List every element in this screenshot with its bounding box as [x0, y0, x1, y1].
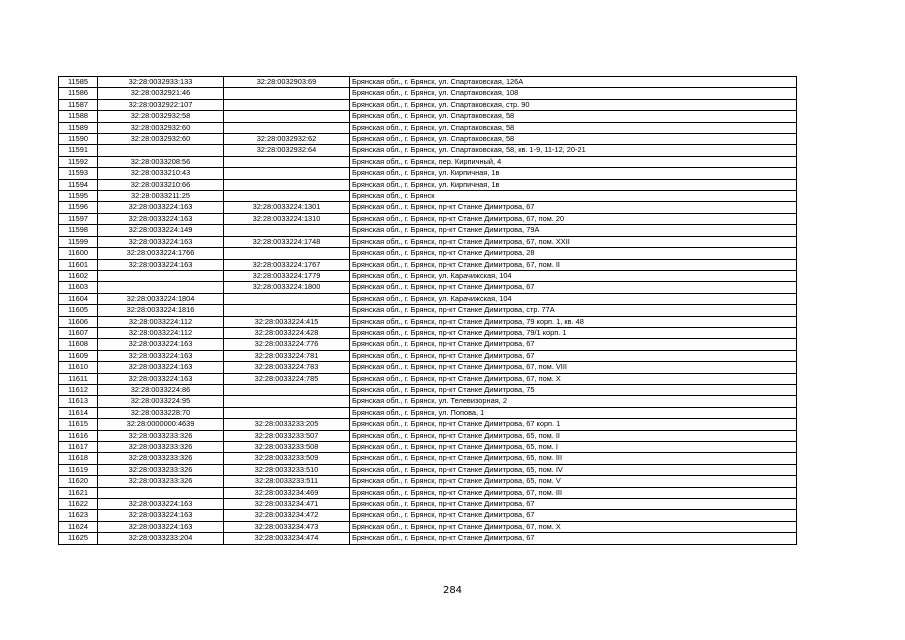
table-row [59, 122, 797, 133]
table-row [59, 213, 797, 224]
address-cell: Брянская обл., г. Брянск, пр-кт Станке Димитрова, 65, пом. I [350, 442, 797, 453]
related-cadastral-number-cell: 32:28:0033224:785 [224, 373, 350, 384]
address-cell: Брянская обл., г. Брянск, пр-кт Станке Димитрова, 67, пом. III [350, 487, 797, 498]
row-number-cell: 11622 [59, 499, 98, 510]
related-cadastral-number-cell: 32:28:0033234:473 [224, 521, 350, 532]
row-number-cell: 11590 [59, 134, 98, 145]
table-row [59, 407, 797, 418]
address-cell: Брянская обл., г. Брянск, ул. Спартаковская, 108 [350, 88, 797, 99]
row-number-cell: 11589 [59, 122, 98, 133]
table-row [59, 464, 797, 475]
cadastral-number-cell: 32:28:0033233:326 [98, 476, 224, 487]
table-row [59, 350, 797, 361]
table-row [59, 202, 797, 213]
registry-table [58, 76, 797, 545]
address-cell: Брянская обл., г. Брянск, пр-кт Станке Димитрова, 67, пом. XXII [350, 236, 797, 247]
related-cadastral-number-cell: 32:28:0033224:1301 [224, 202, 350, 213]
registry-table-body [59, 77, 797, 545]
row-number-cell: 11598 [59, 225, 98, 236]
cadastral-number-cell: 32:28:0033224:163 [98, 339, 224, 350]
cadastral-number-cell: 32:28:0033211:25 [98, 191, 224, 202]
cadastral-number-cell: 32:28:0033224:163 [98, 499, 224, 510]
cadastral-number-cell: 32:28:0032922:107 [98, 99, 224, 110]
cadastral-number-cell: 32:28:0033224:1816 [98, 305, 224, 316]
row-number-cell: 11613 [59, 396, 98, 407]
row-number-cell: 11588 [59, 111, 98, 122]
table-row [59, 327, 797, 338]
cadastral-number-cell: 32:28:0033224:163 [98, 362, 224, 373]
table-row [59, 316, 797, 327]
related-cadastral-number-cell [224, 99, 350, 110]
cadastral-number-cell: 32:28:0033228:70 [98, 407, 224, 418]
cadastral-number-cell: 32:28:0033224:95 [98, 396, 224, 407]
row-number-cell: 11596 [59, 202, 98, 213]
row-number-cell: 11612 [59, 384, 98, 395]
related-cadastral-number-cell [224, 293, 350, 304]
table-row [59, 305, 797, 316]
cadastral-number-cell: 32:28:0032921:46 [98, 88, 224, 99]
row-number-cell: 11609 [59, 350, 98, 361]
cadastral-number-cell [98, 270, 224, 281]
row-number-cell: 11605 [59, 305, 98, 316]
table-row [59, 419, 797, 430]
address-cell: Брянская обл., г. Брянск, пр-кт Станке Димитрова, 28 [350, 248, 797, 259]
related-cadastral-number-cell: 32:28:0033224:783 [224, 362, 350, 373]
cadastral-number-cell: 32:28:0033210:43 [98, 168, 224, 179]
row-number-cell: 11615 [59, 419, 98, 430]
cadastral-number-cell: 32:28:0033224:163 [98, 373, 224, 384]
related-cadastral-number-cell: 32:28:0033224:415 [224, 316, 350, 327]
table-row [59, 339, 797, 350]
related-cadastral-number-cell [224, 396, 350, 407]
table-row [59, 111, 797, 122]
cadastral-number-cell: 32:28:0033224:86 [98, 384, 224, 395]
row-number-cell: 11591 [59, 145, 98, 156]
address-cell: Брянская обл., г. Брянск, пер. Кирпичный, 4 [350, 156, 797, 167]
cadastral-number-cell: 32:28:0033224:112 [98, 327, 224, 338]
related-cadastral-number-cell: 32:28:0033233:509 [224, 453, 350, 464]
related-cadastral-number-cell: 32:28:0033224:1767 [224, 259, 350, 270]
related-cadastral-number-cell: 32:28:0033224:1800 [224, 282, 350, 293]
address-cell: Брянская обл., г. Брянск, ул. Телевизорная, 2 [350, 396, 797, 407]
row-number-cell: 11586 [59, 88, 98, 99]
page-number: 284 [442, 585, 463, 596]
related-cadastral-number-cell: 32:28:0033233:205 [224, 419, 350, 430]
address-cell: Брянская обл., г. Брянск, пр-кт Станке Димитрова, 67 [350, 499, 797, 510]
related-cadastral-number-cell [224, 168, 350, 179]
address-cell: Брянская обл., г. Брянск, пр-кт Станке Димитрова, 65, пом. IV [350, 464, 797, 475]
row-number-cell: 11592 [59, 156, 98, 167]
row-number-cell: 11595 [59, 191, 98, 202]
table-row [59, 362, 797, 373]
cadastral-number-cell: 32:28:0032932:58 [98, 111, 224, 122]
table-row [59, 282, 797, 293]
row-number-cell: 11608 [59, 339, 98, 350]
table-row [59, 430, 797, 441]
row-number-cell: 11599 [59, 236, 98, 247]
row-number-cell: 11610 [59, 362, 98, 373]
table-row [59, 453, 797, 464]
address-cell: Брянская обл., г. Брянск, ул. Карачижская, 104 [350, 293, 797, 304]
table-row [59, 259, 797, 270]
related-cadastral-number-cell: 32:28:0033224:1779 [224, 270, 350, 281]
related-cadastral-number-cell: 32:28:0033234:474 [224, 533, 350, 544]
table-row [59, 145, 797, 156]
table-row [59, 168, 797, 179]
table-row [59, 442, 797, 453]
cadastral-number-cell: 32:28:0033224:163 [98, 213, 224, 224]
related-cadastral-number-cell: 32:28:0033224:776 [224, 339, 350, 350]
related-cadastral-number-cell [224, 179, 350, 190]
address-cell: Брянская обл., г. Брянск, пр-кт Станке Димитрова, 65, пом. III [350, 453, 797, 464]
address-cell: Брянская обл., г. Брянск, пр-кт Станке Димитрова, 65, пом. II [350, 430, 797, 441]
table-row [59, 191, 797, 202]
cadastral-number-cell: 32:28:0033224:163 [98, 259, 224, 270]
row-number-cell: 11607 [59, 327, 98, 338]
related-cadastral-number-cell: 32:28:0033233:507 [224, 430, 350, 441]
table-row [59, 179, 797, 190]
cadastral-number-cell: 32:28:0033224:1804 [98, 293, 224, 304]
address-cell: Брянская обл., г. Брянск, пр-кт Станке Димитрова, 67, пом. 20 [350, 213, 797, 224]
cadastral-number-cell: 32:28:0033224:163 [98, 236, 224, 247]
cadastral-number-cell: 32:28:0033210:66 [98, 179, 224, 190]
address-cell: Брянская обл., г. Брянск, ул. Кирпичная, 1в [350, 179, 797, 190]
cadastral-number-cell: 32:28:0032933:133 [98, 77, 224, 88]
address-cell: Брянская обл., г. Брянск, пр-кт Станке Димитрова, 67 [350, 350, 797, 361]
row-number-cell: 11619 [59, 464, 98, 475]
related-cadastral-number-cell: 32:28:0033233:508 [224, 442, 350, 453]
row-number-cell: 11600 [59, 248, 98, 259]
related-cadastral-number-cell: 32:28:0033224:1310 [224, 213, 350, 224]
address-cell: Брянская обл., г. Брянск, пр-кт Станке Димитрова, 67 [350, 510, 797, 521]
address-cell: Брянская обл., г. Брянск, ул. Попова, 1 [350, 407, 797, 418]
row-number-cell: 11623 [59, 510, 98, 521]
related-cadastral-number-cell: 32:28:0033233:510 [224, 464, 350, 475]
related-cadastral-number-cell: 32:28:0033234:471 [224, 499, 350, 510]
table-row [59, 293, 797, 304]
table-row [59, 396, 797, 407]
table-row [59, 476, 797, 487]
address-cell: Брянская обл., г. Брянск, ул. Спартаковская, 58 [350, 122, 797, 133]
address-cell: Брянская обл., г. Брянск, ул. Спартаковская, 58, кв. 1-9, 11-12, 20-21 [350, 145, 797, 156]
cadastral-number-cell: 32:28:0033233:326 [98, 464, 224, 475]
address-cell: Брянская обл., г. Брянск, пр-кт Станке Димитрова, 67, пом. X [350, 521, 797, 532]
related-cadastral-number-cell [224, 225, 350, 236]
table-row [59, 88, 797, 99]
related-cadastral-number-cell [224, 407, 350, 418]
related-cadastral-number-cell: 32:28:0033234:472 [224, 510, 350, 521]
address-cell: Брянская обл., г. Брянск, пр-кт Станке Димитрова, 67 [350, 282, 797, 293]
cadastral-number-cell [98, 145, 224, 156]
address-cell: Брянская обл., г. Брянск, пр-кт Станке Димитрова, 67, пом. VIII [350, 362, 797, 373]
table-row [59, 156, 797, 167]
address-cell: Брянская обл., г. Брянск, пр-кт Станке Димитрова, 75 [350, 384, 797, 395]
row-number-cell: 11593 [59, 168, 98, 179]
related-cadastral-number-cell [224, 191, 350, 202]
row-number-cell: 11606 [59, 316, 98, 327]
address-cell: Брянская обл., г. Брянск, ул. Спартаковская, стр. 90 [350, 99, 797, 110]
address-cell: Брянская обл., г. Брянск, пр-кт Станке Димитрова, 67 [350, 533, 797, 544]
row-number-cell: 11625 [59, 533, 98, 544]
cadastral-number-cell: 32:28:0033233:326 [98, 430, 224, 441]
address-cell: Брянская обл., г. Брянск, пр-кт Станке Димитрова, 65, пом. V [350, 476, 797, 487]
related-cadastral-number-cell: 32:28:0033233:511 [224, 476, 350, 487]
table-row [59, 384, 797, 395]
cadastral-number-cell: 32:28:0033224:163 [98, 510, 224, 521]
related-cadastral-number-cell: 32:28:0032932:62 [224, 134, 350, 145]
row-number-cell: 11611 [59, 373, 98, 384]
related-cadastral-number-cell: 32:28:0033234:469 [224, 487, 350, 498]
row-number-cell: 11614 [59, 407, 98, 418]
row-number-cell: 11617 [59, 442, 98, 453]
cadastral-number-cell: 32:28:0033208:56 [98, 156, 224, 167]
table-row [59, 373, 797, 384]
row-number-cell: 11604 [59, 293, 98, 304]
related-cadastral-number-cell [224, 111, 350, 122]
related-cadastral-number-cell [224, 122, 350, 133]
table-row [59, 510, 797, 521]
row-number-cell: 11587 [59, 99, 98, 110]
table-row [59, 225, 797, 236]
address-cell: Брянская обл., г. Брянск, пр-кт Станке Димитрова, 67 корп. 1 [350, 419, 797, 430]
cadastral-number-cell: 32:28:0033224:163 [98, 521, 224, 532]
address-cell: Брянская обл., г. Брянск, пр-кт Станке Димитрова, 67 [350, 339, 797, 350]
table-row [59, 99, 797, 110]
address-cell: Брянская обл., г. Брянск, пр-кт Станке Димитрова, 79А [350, 225, 797, 236]
related-cadastral-number-cell [224, 88, 350, 99]
address-cell: Брянская обл., г. Брянск, ул. Карачижская, 104 [350, 270, 797, 281]
cadastral-number-cell [98, 487, 224, 498]
related-cadastral-number-cell [224, 156, 350, 167]
address-cell: Брянская обл., г. Брянск, ул. Кирпичная, 1в [350, 168, 797, 179]
table-row [59, 134, 797, 145]
address-cell: Брянская обл., г. Брянск, пр-кт Станке Димитрова, 79 корп. 1, кв. 48 [350, 316, 797, 327]
related-cadastral-number-cell [224, 384, 350, 395]
related-cadastral-number-cell: 32:28:0033224:1748 [224, 236, 350, 247]
cadastral-number-cell: 32:28:0033233:326 [98, 442, 224, 453]
related-cadastral-number-cell: 32:28:0032932:64 [224, 145, 350, 156]
row-number-cell: 11597 [59, 213, 98, 224]
address-cell: Брянская обл., г. Брянск, ул. Спартаковская, 58 [350, 134, 797, 145]
address-cell: Брянская обл., г. Брянск, пр-кт Станке Димитрова, стр. 77А [350, 305, 797, 316]
related-cadastral-number-cell: 32:28:0033224:428 [224, 327, 350, 338]
row-number-cell: 11618 [59, 453, 98, 464]
row-number-cell: 11616 [59, 430, 98, 441]
row-number-cell: 11603 [59, 282, 98, 293]
address-cell: Брянская обл., г. Брянск, пр-кт Станке Димитрова, 67, пом. X [350, 373, 797, 384]
row-number-cell: 11601 [59, 259, 98, 270]
cadastral-number-cell: 32:28:0033233:326 [98, 453, 224, 464]
cadastral-number-cell [98, 282, 224, 293]
row-number-cell: 11621 [59, 487, 98, 498]
table-row [59, 77, 797, 88]
table-row [59, 248, 797, 259]
cadastral-number-cell: 32:28:0032932:60 [98, 134, 224, 145]
address-cell: Брянская обл., г. Брянск, пр-кт Станке Димитрова, 67, пом. II [350, 259, 797, 270]
cadastral-number-cell: 32:28:0033224:163 [98, 350, 224, 361]
related-cadastral-number-cell: 32:28:0032903:69 [224, 77, 350, 88]
cadastral-number-cell: 32:28:0033233:204 [98, 533, 224, 544]
table-row [59, 236, 797, 247]
table-row [59, 499, 797, 510]
row-number-cell: 11624 [59, 521, 98, 532]
table-row [59, 270, 797, 281]
cadastral-number-cell: 32:28:0000000:4639 [98, 419, 224, 430]
table-row [59, 533, 797, 544]
row-number-cell: 11602 [59, 270, 98, 281]
table-row [59, 521, 797, 532]
related-cadastral-number-cell [224, 305, 350, 316]
row-number-cell: 11620 [59, 476, 98, 487]
cadastral-number-cell: 32:28:0033224:149 [98, 225, 224, 236]
related-cadastral-number-cell [224, 248, 350, 259]
cadastral-number-cell: 32:28:0033224:112 [98, 316, 224, 327]
cadastral-number-cell: 32:28:0033224:163 [98, 202, 224, 213]
row-number-cell: 11585 [59, 77, 98, 88]
table-row [59, 487, 797, 498]
address-cell: Брянская обл., г. Брянск, пр-кт Станке Димитрова, 67 [350, 202, 797, 213]
row-number-cell: 11594 [59, 179, 98, 190]
address-cell: Брянская обл., г. Брянск, ул. Спартаковская, 58 [350, 111, 797, 122]
cadastral-number-cell: 32:28:0033224:1766 [98, 248, 224, 259]
address-cell: Брянская обл., г. Брянск, ул. Спартаковская, 126А [350, 77, 797, 88]
cadastral-number-cell: 32:28:0032932:60 [98, 122, 224, 133]
related-cadastral-number-cell: 32:28:0033224:781 [224, 350, 350, 361]
address-cell: Брянская обл., г. Брянск [350, 191, 797, 202]
address-cell: Брянская обл., г. Брянск, пр-кт Станке Димитрова, 79/1 корп. 1 [350, 327, 797, 338]
